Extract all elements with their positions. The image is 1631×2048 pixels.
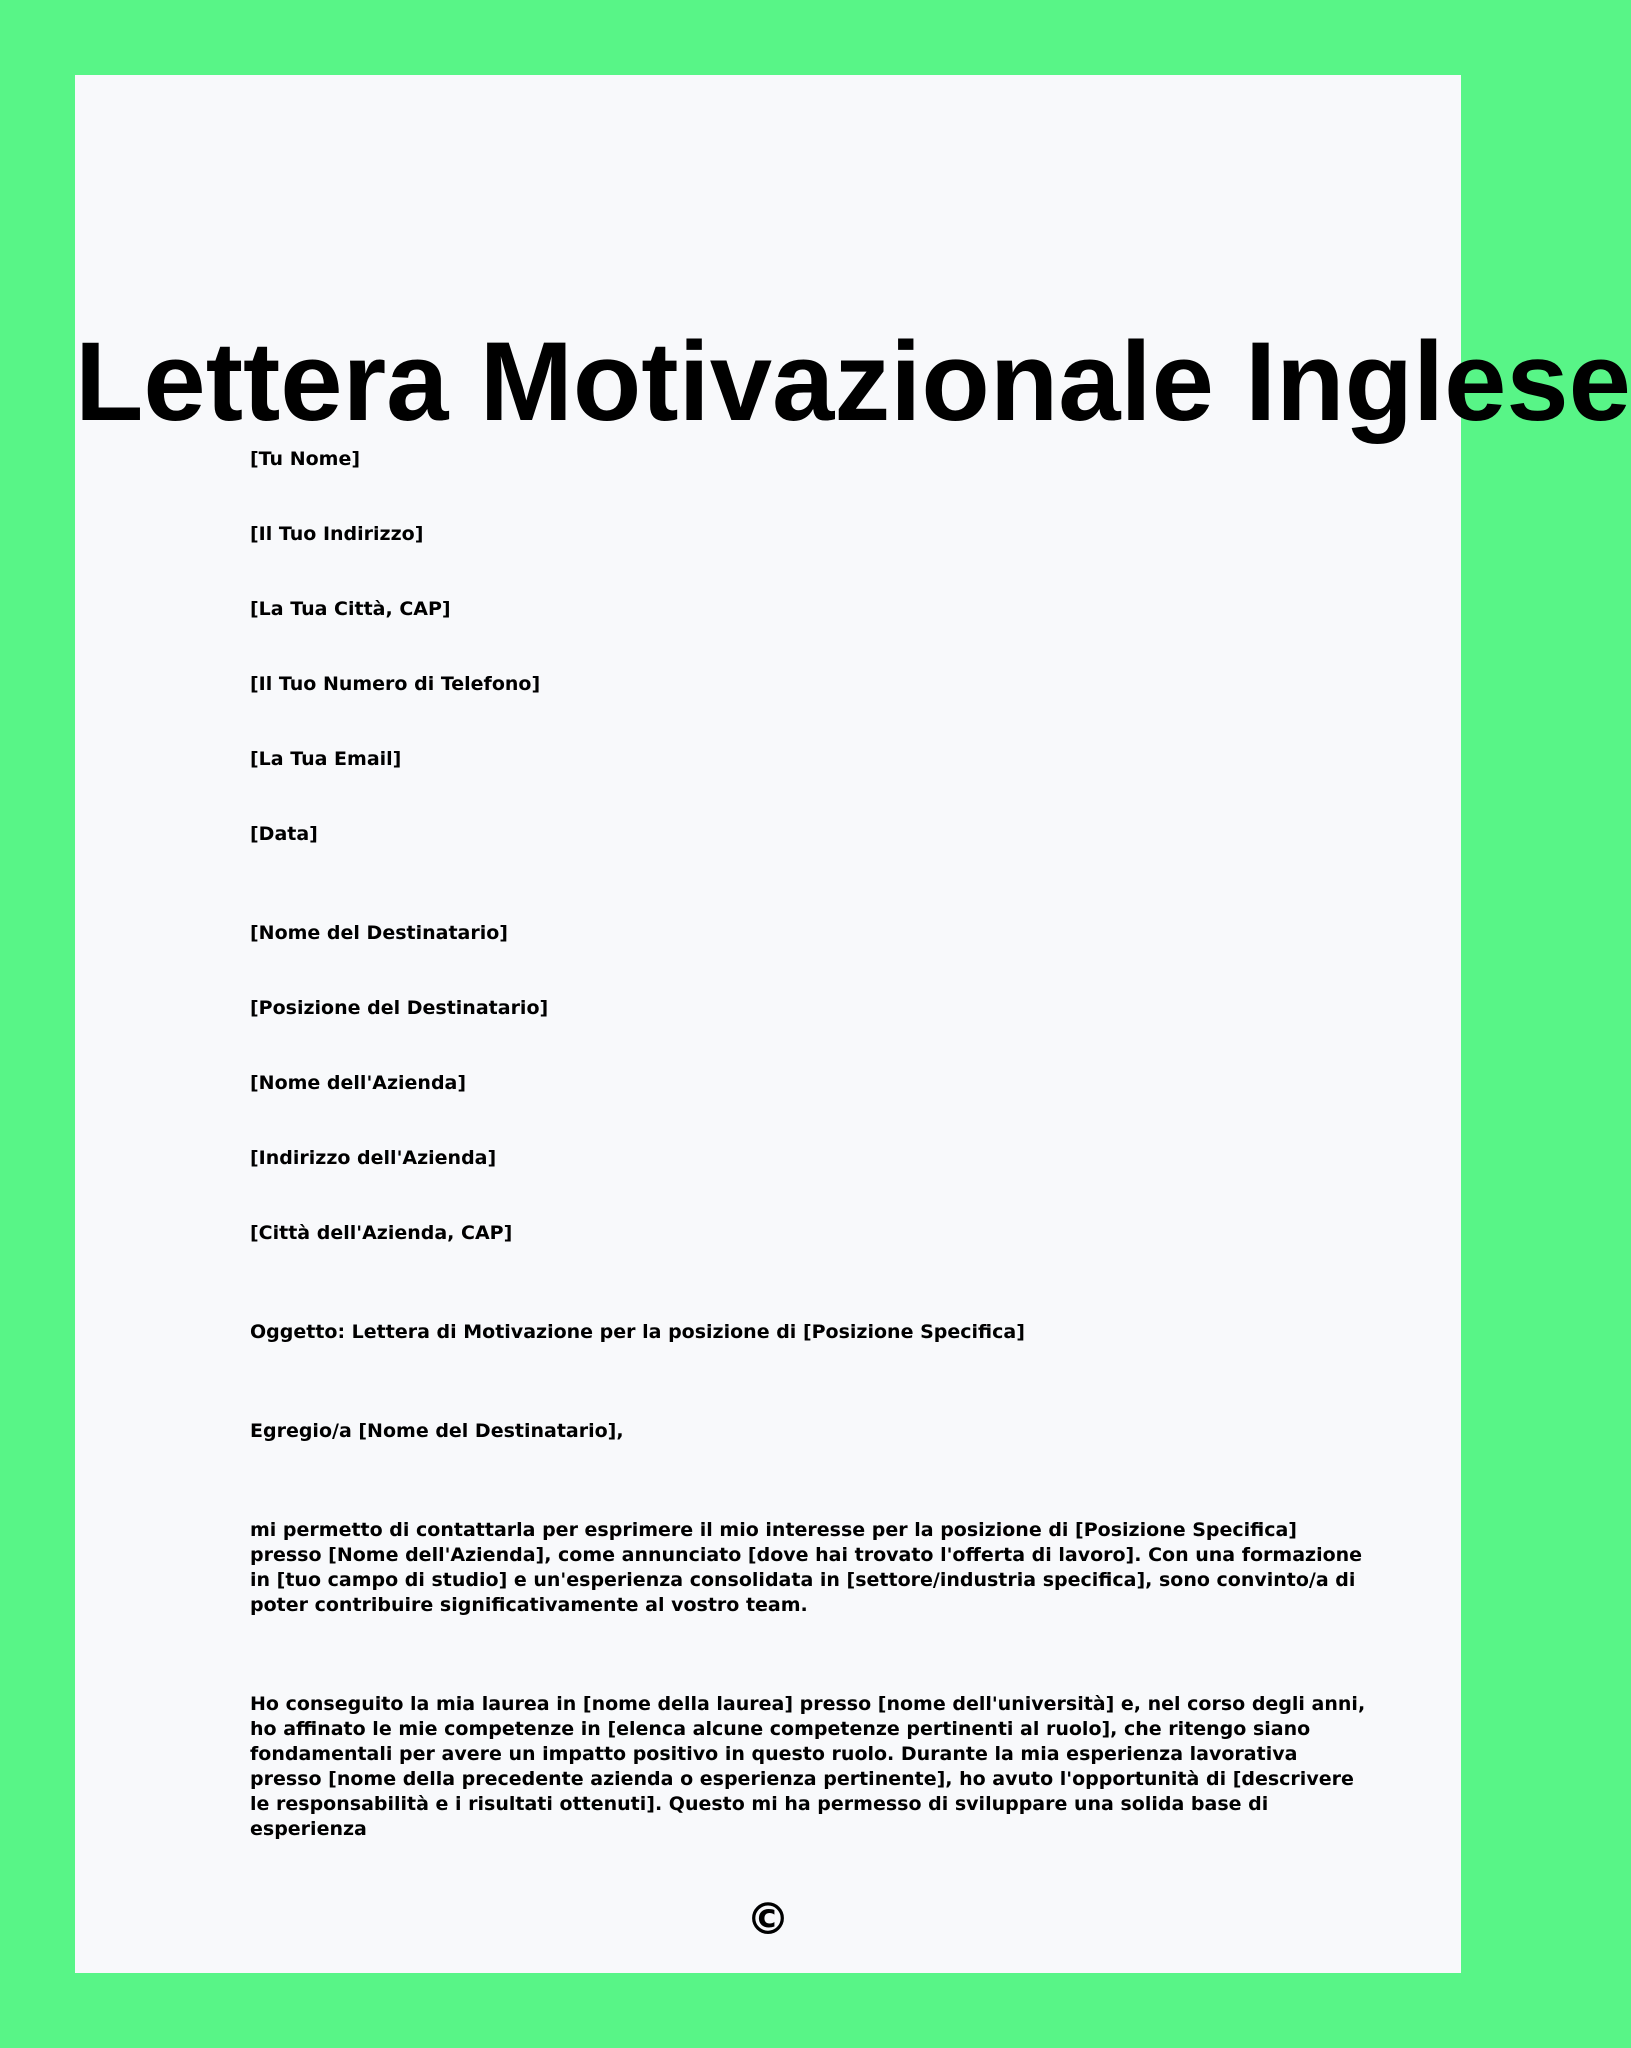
recipient-name: [Nome del Destinatario] [250, 922, 508, 944]
document-title: Lettera Motivazionale Inglese [75, 319, 1631, 444]
recipient-city: [Città dell'Azienda, CAP] [250, 1222, 513, 1244]
body-paragraph: Ho conseguito la mia laurea in [nome della laurea] presso [nome dell'università] e, nel corso degli anni, ho affinato le mie competenze in [elenca alcune competenze pertinenti al ruolo], che ritengo siano fondamentali per avere un impatto positivo in questo ruolo. Durante la mia esperienza lavorativa presso [nome della precedente azienda o esperienza pertinente], ho avuto l'opportunità di [descrivere le responsabilità e i risultati ottenuti]. Questo mi ha permesso di sviluppare una solida base di esperienza [250, 1693, 1366, 1840]
letter-date: [Data] [250, 823, 318, 845]
recipient-position: [Posizione del Destinatario] [250, 997, 549, 1019]
document-page [75, 75, 1631, 1973]
letter-salutation: Egregio/a [Nome del Destinatario], [250, 1420, 624, 1442]
letter-subject: Oggetto: Lettera di Motivazione per la posizione di [Posizione Specifica] [250, 1321, 1025, 1343]
body-paragraph: mi permetto di contattarla per esprimere il mio interesse per la posizione di [Posizione Specifica] presso [Nome dell'Azienda], come annunciato [dove hai trovato l'offerta di lavoro]. Con una formazione in [tuo campo di studio] e un'esperienza consolidata in [settore/industria specifica], sono convinto/a di poter contribuire significativamente al vostro team. [250, 1519, 1363, 1616]
sender-address: [Il Tuo Indirizzo] [250, 523, 424, 545]
sender-name: [Tu Nome] [250, 448, 361, 470]
sender-phone: [Il Tuo Numero di Telefono] [250, 673, 541, 695]
letter-body [250, 447, 1370, 1842]
recipient-company: [Nome dell'Azienda] [250, 1072, 467, 1094]
sender-city: [La Tua Città, CAP] [250, 598, 451, 620]
sender-email: [La Tua Email] [250, 748, 402, 770]
copyright-icon: © [746, 1894, 790, 1945]
recipient-address: [Indirizzo dell'Azienda] [250, 1147, 497, 1169]
